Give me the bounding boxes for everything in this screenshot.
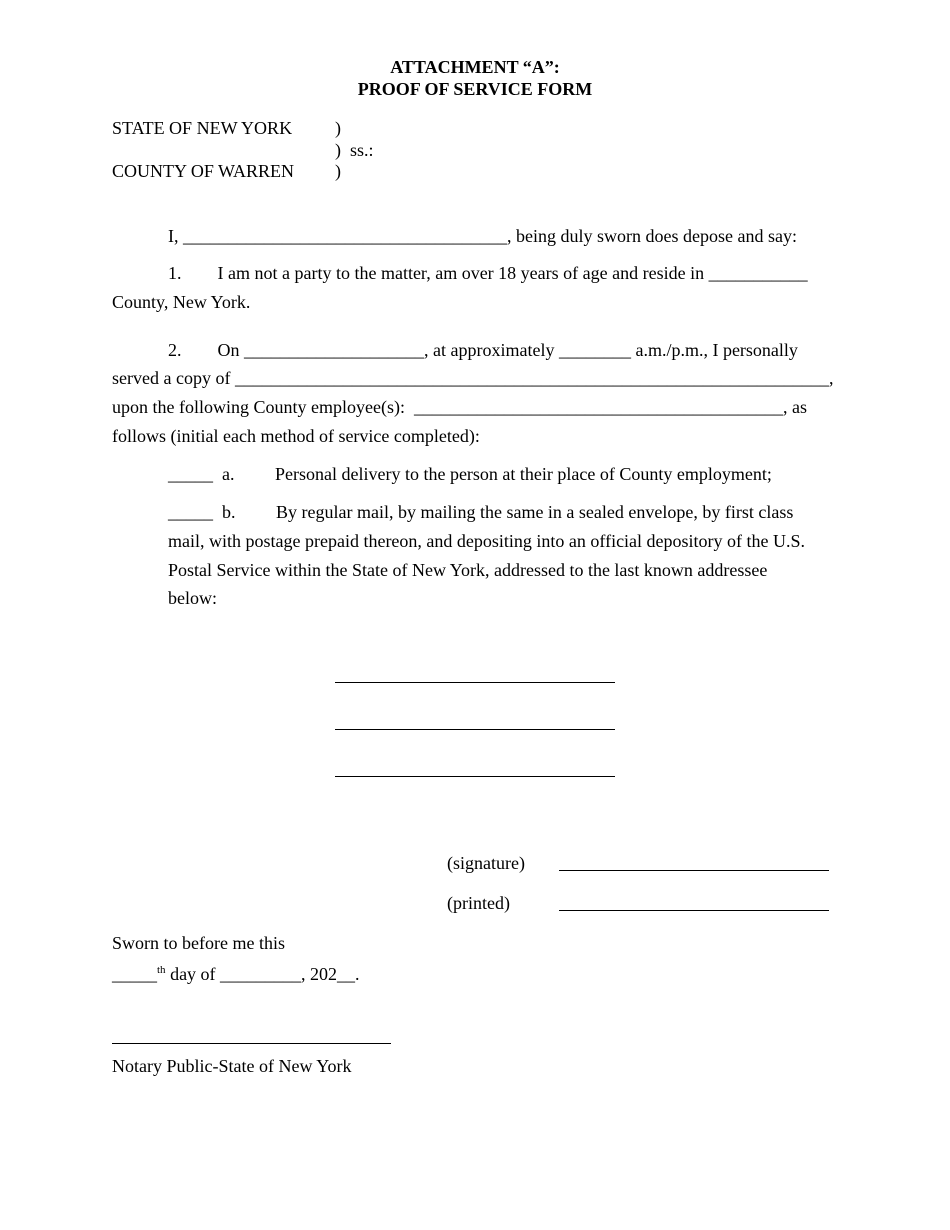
para1-line2: County, New York.: [112, 292, 251, 312]
jurat-date-line: [112, 965, 360, 983]
venue-ss: ) ss.:: [335, 140, 374, 160]
address-line-3[interactable]: [335, 776, 615, 777]
venue-paren-top: ): [335, 118, 341, 138]
para2-line1: 2. On ____________________, at approximately ________ a.m./p.m., I personally: [168, 340, 798, 360]
para2-line2: served a copy of __________________________________________________________________,: [112, 368, 834, 388]
para1-line1: 1. I am not a party to the matter, am over 18 years of age and reside in ___________: [168, 263, 808, 283]
para2-line3: upon the following County employee(s): _________________________________________, as: [112, 397, 807, 417]
address-line-1[interactable]: [335, 682, 615, 683]
method-b-line4: below:: [168, 588, 217, 608]
intro-statement: I, ____________________________________, being duly sworn does depose and say:: [168, 226, 797, 246]
printed-label: (printed): [447, 893, 510, 913]
jurat-day-blank: _____: [112, 964, 157, 984]
address-line-2[interactable]: [335, 729, 615, 730]
jurat-day-rest: day of _________, 202__.: [165, 964, 360, 984]
form-title-line1: ATTACHMENT “A”:: [390, 57, 560, 77]
printed-name-line[interactable]: [559, 910, 829, 911]
form-title-line2: PROOF OF SERVICE FORM: [357, 79, 593, 99]
signature-line[interactable]: [559, 870, 829, 871]
method-b-line1: _____ b. By regular mail, by mailing the same in a sealed envelope, by first class: [168, 502, 794, 522]
venue-state: STATE OF NEW YORK: [112, 118, 293, 138]
jurat-day-suffix: th: [157, 964, 166, 976]
signature-label: (signature): [447, 853, 525, 873]
notary-signature-line[interactable]: [112, 1043, 391, 1044]
method-b-line2: mail, with postage prepaid thereon, and depositing into an official depository of the U.S.: [168, 531, 806, 551]
para2-line4: follows (initial each method of service completed):: [112, 426, 480, 446]
method-b-line3: Postal Service within the State of New York, addressed to the last known addressee: [168, 560, 768, 580]
notary-label: Notary Public-State of New York: [112, 1056, 352, 1076]
method-a: _____ a. Personal delivery to the person at their place of County employment;: [168, 464, 772, 484]
venue-paren-bottom: ): [335, 161, 341, 181]
jurat-sworn-text: Sworn to before me this: [112, 933, 285, 953]
venue-county: COUNTY OF WARREN: [112, 161, 295, 181]
